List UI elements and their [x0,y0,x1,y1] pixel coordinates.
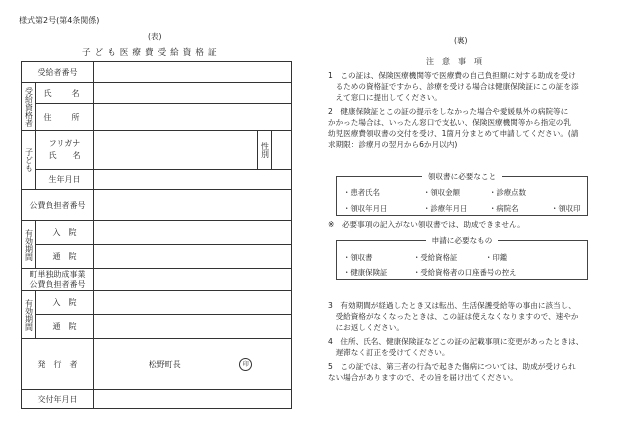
front-side-label: (表) [148,32,162,41]
issue-date-label: 交付年月日 [22,390,94,409]
child-name-field [94,131,258,170]
birth-date-label: 生年月日 [36,170,94,190]
receipt-requirements-box: 領収書に必要なこと ・患者氏名 ・領収金額 ・診療点数 ・領収年月日 ・診療年月日 ・病院名 ・領収印 [336,176,588,216]
back-side-label: (裏) [454,36,468,45]
inpatient-period-field [94,221,292,245]
official-seal-icon: 印 [239,358,252,371]
qualified-person-label: 受給資格者 [22,83,36,131]
notes-section-1: 1 この証は、保険医療機関等で医療費の自己負担額に対する助成を受け るための資格証ですから、診療を受ける場合は健康保険証にこの証を添 えて窓口に提出してください。 2 健康保険証とこの証の提示をしなかった場合や愛媛県外の病院等に かかった場合は、いったん窓口で支払い、保険医療機関等から指定の乳 幼児医療費領収書の交付を受け、1箇月分まとめて申請してください。(請 求期限：診療月の翌月から6か月以内) [328,71,579,149]
gender-field [272,131,292,170]
issuer-label: 発 行 者 [22,339,94,390]
town-payer-number-label: 町単独助成事業 公費負担者番号 [22,269,94,291]
town-payer-number-field [94,269,292,291]
issue-date-field [94,390,292,409]
outpatient-period-field [94,245,292,269]
mayor-name: 松野町長 [148,359,181,369]
apply-box-title: 申請に必要なもの [426,236,499,245]
child-label: 子ども [22,131,36,190]
receipt-warning: ※ 必要事項の記入がない領収書では、助成できません。 [328,220,525,229]
outpatient-period-2-field [94,315,292,339]
receipt-box-title: 領収書に必要なこと [422,172,502,181]
certificate-form [21,61,292,409]
form-number: 様式第2号(第4条関係) [19,16,100,25]
birth-date-field [94,170,292,190]
public-payer-number-label: 公費負担者番号 [22,190,94,221]
valid-period-label: 有効期間 [22,221,36,269]
outpatient-2-label: 通 院 [36,315,94,339]
name-label: 氏 名 [36,83,94,104]
outpatient-label: 通 院 [36,245,94,269]
child-name-label: 氏 名 [48,151,81,160]
inpatient-2-label: 入 院 [36,291,94,315]
address-field [94,104,292,131]
inpatient-label: 入 院 [36,221,94,245]
public-payer-number-field [94,190,292,221]
name-field [94,83,292,104]
application-requirements-box: 申請に必要なもの ・領収書 ・受給資格証 ・印鑑 ・健康保険証 ・受給資格者の口座番号の控え [336,240,588,280]
address-label: 住 所 [36,104,94,131]
recipient-number-field [94,62,292,83]
recipient-number-label: 受給者番号 [22,62,94,83]
furigana-label: フリガナ [48,139,81,148]
valid-period-2-label: 有効期間 [22,291,36,339]
furigana-name-label [36,131,94,170]
gender-label: 性別 [258,131,272,170]
certificate-title: 子ども医療費受給資格証 [82,48,221,58]
inpatient-period-2-field [94,291,292,315]
notes-section-2: 3 有効期間が経過したとき又は転出、生活保護受給等の事由に該当し、 受給資格がなくなったときは、この証は使えなくなりますので、速やか にお返しください。 4 住所、氏名、健康保険証などこの証の記載事項に変更があったときは、 遅滞なく訂正を受けてください。 5 この証では、第三者の行為で起きた傷病については、助成が受けられ ない場合がありますので、その旨を届け出てください。 [328,301,584,382]
notes-title: 注 意 事 項 [426,57,482,66]
issuer-field [94,339,292,390]
